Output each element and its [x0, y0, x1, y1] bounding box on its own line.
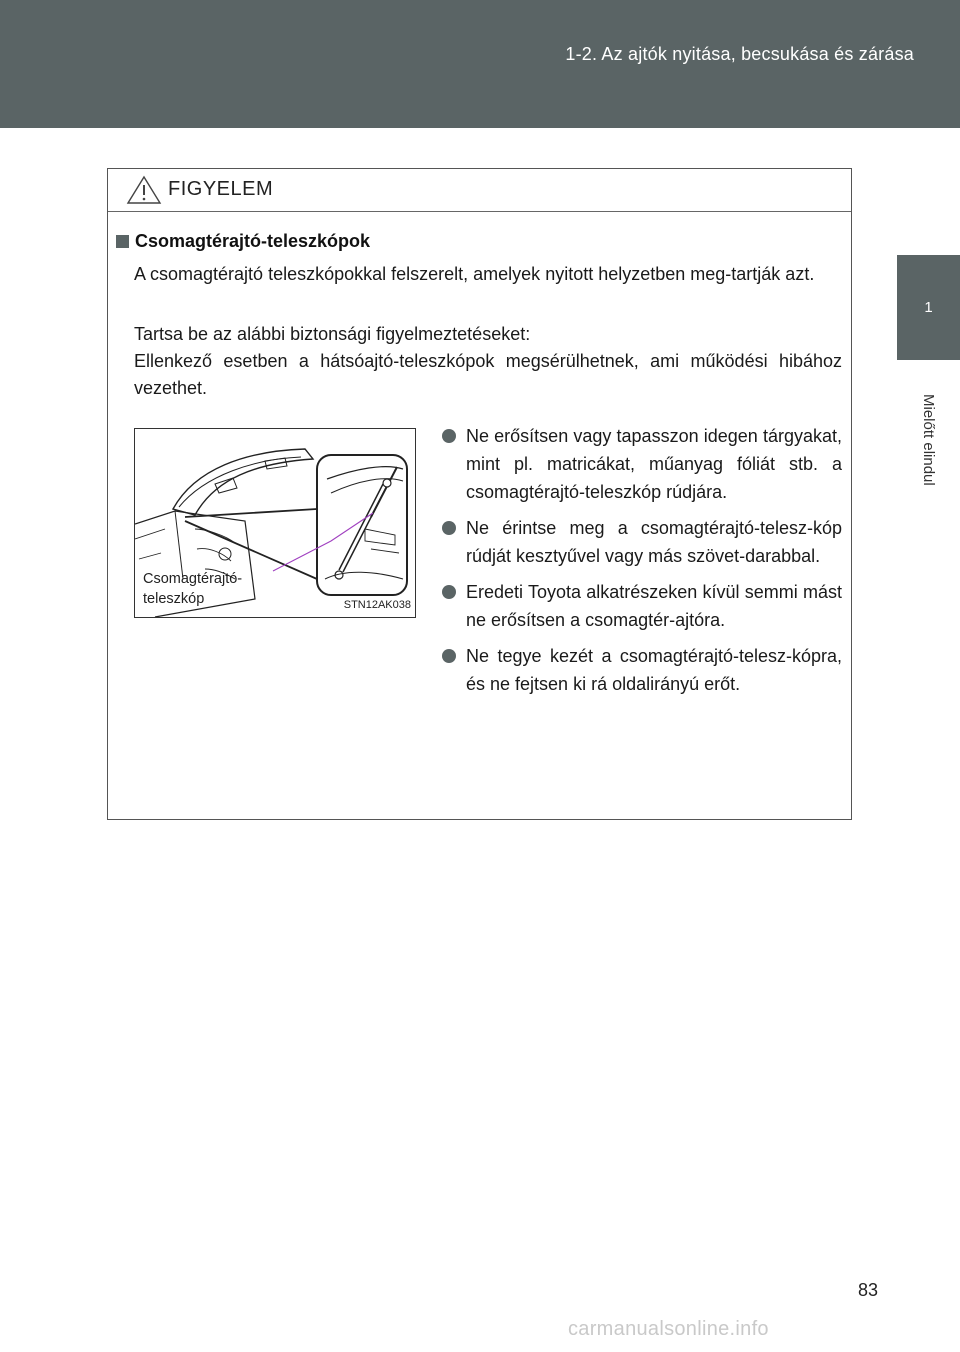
- round-bullet-icon: [442, 521, 456, 535]
- chapter-tab-number: 1: [897, 255, 960, 360]
- header-band: [0, 0, 960, 128]
- list-item-text: Eredeti Toyota alkatrészeken kívül semmi mást ne erősítsen a csomagtér-ajtóra.: [466, 582, 842, 630]
- warning-bullet-list: [438, 422, 842, 706]
- tailgate-strut-figure: [134, 428, 416, 618]
- list-item: [438, 578, 842, 634]
- list-item: [438, 422, 842, 506]
- section-title: 1-2. Az ajtók nyitása, becsukása és zárása: [565, 44, 914, 64]
- caution-line-2: Ellenkező esetben a hátsóajtó-teleszkópok megsérülhetnek, ami működési hibához vezethet.: [134, 351, 842, 398]
- intro-paragraph: A csomagtérajtó teleszkópokkal felszerelt, amelyek nyitott helyzetben meg-tartják azt.: [134, 264, 815, 284]
- chapter-tab: [897, 360, 960, 520]
- list-item-text: Ne tegye kezét a csomagtérajtó-telesz-kópra, és ne fejtsen ki rá oldalirányú erőt.: [466, 646, 842, 694]
- warning-header: [108, 169, 851, 212]
- round-bullet-icon: [442, 585, 456, 599]
- warning-title: FIGYELEM: [168, 178, 274, 200]
- chapter-tab-label: Mielőtt elindul: [920, 394, 937, 486]
- round-bullet-icon: [442, 429, 456, 443]
- list-item: [438, 642, 842, 698]
- figure-callout-label: [143, 569, 242, 609]
- section-heading: [116, 231, 370, 252]
- caution-line-1: Tartsa be az alábbi biztonsági figyelmeztetéseket:: [134, 324, 531, 344]
- list-item-text: Ne érintse meg a csomagtérajtó-telesz-kóp rúdját kesztyűvel vagy más szövet-darabbal.: [466, 518, 842, 566]
- figure-label-line-2: teleszkóp: [143, 591, 205, 607]
- list-item-text: Ne erősítsen vagy tapasszon idegen tárgyakat, mint pl. matricákat, műanyag fóliát stb. a csomagtérajtó-teleszkóp rúdjára.: [466, 426, 842, 502]
- figure-code: STN12AK038: [343, 599, 411, 611]
- round-bullet-icon: [442, 649, 456, 663]
- warning-box: [107, 168, 852, 820]
- list-item: [438, 514, 842, 570]
- page-number: 83: [858, 1280, 879, 1300]
- watermark: carmanualsonline.info: [568, 1318, 769, 1340]
- square-bullet-icon: [116, 235, 129, 248]
- section-heading-text: Csomagtérajtó-teleszkópok: [135, 231, 371, 251]
- caution-paragraph: [134, 321, 842, 402]
- figure-label-line-1: Csomagtérajtó-: [143, 571, 243, 587]
- warning-triangle-icon: [126, 175, 162, 205]
